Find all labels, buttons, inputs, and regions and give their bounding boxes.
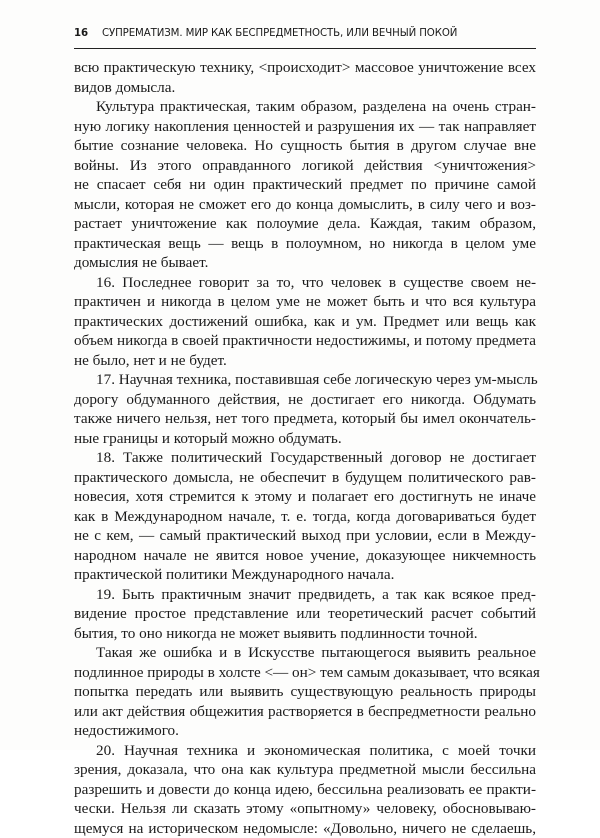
text-line: 19. Быть практичным значит предвидеть, а так как всякое пред- — [74, 585, 536, 605]
text-line: не с кем, — самый практический выход при условии, если в Между- — [74, 526, 536, 546]
text-line: всю практическую технику, <происходит> массовое уничтожение всех — [74, 58, 536, 78]
text-line: подлинное природы в холсте <— он> тем самым доказывает, что всякая — [74, 663, 536, 683]
text-line: Такая же ошибка и в Искусстве пытающегося выявить реальное — [74, 643, 536, 663]
running-header — [74, 28, 536, 39]
text-line: не было, нет и не будет. — [74, 351, 536, 371]
text-line: как в Международном начале, т. е. тогда, когда договариваться будет — [74, 507, 536, 527]
text-line: новесия, хотя стремится к этому и полагает его достигнуть не иначе — [74, 487, 536, 507]
text-line: 16. Последнее говорит за то, что человек в существе своем не- — [74, 273, 536, 293]
text-line: или акт действия общежития растворяется в беспредметности реально — [74, 702, 536, 722]
text-line: бытие сознание человека. Но сущность бытия в другом случае вне — [74, 136, 536, 156]
text-line: видение простое представление или теоретический расчет событий — [74, 604, 536, 624]
text-line: растает уничтожение как полоумие дела. Каждая, таким образом, — [74, 214, 536, 234]
text-line: практических достижений ошибка, как и ум. Предмет или вещь как — [74, 312, 536, 332]
text-line: ные границы и который можно обдумать. — [74, 429, 536, 449]
text-line: домыслия не бывает. — [74, 253, 536, 273]
text-line: попытка передать или выявить существующую реальность природы — [74, 682, 536, 702]
text-line: 20. Научная техника и экономическая политика, с моей точки — [74, 741, 536, 761]
text-line: ную логику накопления ценностей и разрушения их — так направляет — [74, 117, 536, 137]
text-line: также ничего нельзя, нет того предмета, который бы имел окончатель- — [74, 409, 536, 429]
text-line: щемуся на историческом недомысле: «Довольно, ничего не сделаешь, — [74, 819, 536, 838]
text-line: разрешить и довести до конца идею, бессильна реализовать ее практи- — [74, 780, 536, 800]
text-line: мысли, которая не сможет его до конца домыслить, в силу чего и воз- — [74, 195, 536, 215]
text-line: недостижимого. — [74, 721, 536, 741]
text-line: 18. Также политический Государственный договор не достигает — [74, 448, 536, 468]
body-text — [74, 58, 536, 838]
text-line: народном начале не явится новое учение, доказующее никчемность — [74, 546, 536, 566]
text-line: практической политики Международного начала. — [74, 565, 536, 585]
text-line: практического домысла, не обеспечит в будущем политического рав- — [74, 468, 536, 488]
text-line: объем никогда в своей практичности недостижимы, и потому предмета — [74, 331, 536, 351]
text-line: Культура практическая, таким образом, разделена на очень стран- — [74, 97, 536, 117]
text-line: чески. Нельзя ли сказать этому «опытному» человеку, обосновываю- — [74, 799, 536, 819]
text-line: дорогу обдуманного действия, не достигает его никогда. Обдумать — [74, 390, 536, 410]
page-number: 16 — [74, 28, 88, 39]
text-line: практичен и никогда в целом уме не может быть и что вся культура — [74, 292, 536, 312]
text-line: видов домысла. — [74, 78, 536, 98]
running-title: СУПРЕМАТИЗМ. МИР КАК БЕСПРЕДМЕТНОСТЬ, ИЛИ ВЕЧНЫЙ ПОКОЙ — [102, 28, 457, 39]
text-line: зрения, доказала, что она как культура предметной мысли бессильна — [74, 760, 536, 780]
text-line: не спасает себя ни один практический предмет по причине самой — [74, 175, 536, 195]
text-line: 17. Научная техника, поставившая себе логическую через ум-мысль — [74, 370, 536, 390]
text-line: практическая вещь — вещь в полоумном, но никогда в целом уме — [74, 234, 536, 254]
text-line: бытия, то оно никогда не может выявить подлинности точной. — [74, 624, 536, 644]
header-rule — [74, 48, 536, 49]
text-line: войны. Из этого оправданного логикой действия <уничтожения> — [74, 156, 536, 176]
